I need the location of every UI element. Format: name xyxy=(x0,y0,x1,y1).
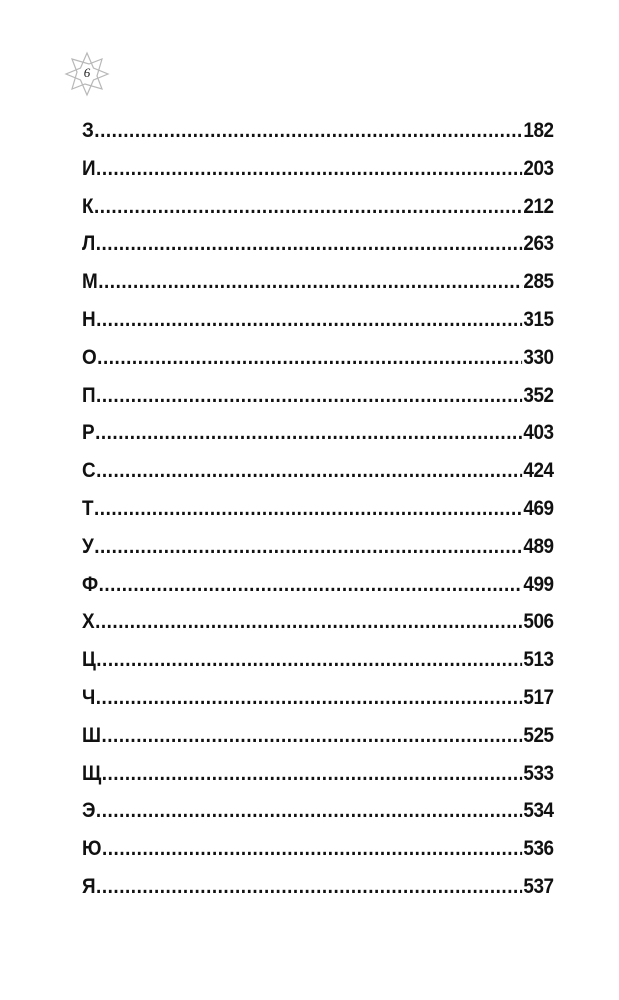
dot-leader xyxy=(95,603,522,641)
dot-leader xyxy=(96,150,522,188)
toc-letter: Э xyxy=(82,799,96,823)
toc-letter: Ф xyxy=(82,572,98,596)
toc-entry xyxy=(82,566,554,604)
toc-letter: К xyxy=(82,194,94,218)
toc-letter: Р xyxy=(82,421,95,445)
toc-entry xyxy=(82,528,554,566)
dot-leader xyxy=(94,528,522,566)
toc-letter: О xyxy=(82,345,97,369)
toc-letter: Я xyxy=(82,874,96,898)
toc-entry xyxy=(82,603,554,641)
toc-entry xyxy=(82,641,554,679)
dot-leader xyxy=(96,868,522,906)
toc-entry xyxy=(82,414,554,452)
toc-entry xyxy=(82,452,554,490)
toc-page-number: 513 xyxy=(523,648,554,672)
dot-leader xyxy=(96,792,523,830)
dot-leader xyxy=(102,755,523,793)
toc-page-number: 469 xyxy=(523,496,554,520)
toc-letter: Т xyxy=(82,496,94,520)
page-number: 6 xyxy=(83,65,91,80)
toc-page-number: 517 xyxy=(523,685,554,709)
dot-leader xyxy=(97,339,522,377)
dot-leader xyxy=(94,112,522,150)
toc-page-number: 506 xyxy=(523,610,554,634)
toc-entry xyxy=(82,112,554,150)
toc-letter: Ш xyxy=(82,723,101,747)
toc-letter: Н xyxy=(82,307,96,331)
toc-page-number: 263 xyxy=(523,232,554,256)
toc-page-number: 533 xyxy=(523,761,554,785)
toc-page-number: 537 xyxy=(523,874,554,898)
toc-letter: П xyxy=(82,383,96,407)
dot-leader xyxy=(94,490,523,528)
toc-page-number: 403 xyxy=(523,421,554,445)
toc-letter: У xyxy=(82,534,94,558)
toc-entry xyxy=(82,490,554,528)
dot-leader xyxy=(96,452,522,490)
toc-letter: Ч xyxy=(82,685,95,709)
toc-letter: С xyxy=(82,459,96,483)
toc-page-number: 489 xyxy=(523,534,554,558)
toc-entry xyxy=(82,150,554,188)
toc-page-number: 352 xyxy=(523,383,554,407)
toc-page-number: 203 xyxy=(523,156,554,180)
dot-leader xyxy=(95,414,522,452)
toc-letter: Ц xyxy=(82,648,96,672)
toc-entry xyxy=(82,830,554,868)
toc-entry xyxy=(82,755,554,793)
toc-entry xyxy=(82,301,554,339)
toc-letter: М xyxy=(82,270,98,294)
table-of-contents xyxy=(82,112,554,906)
toc-page-number: 315 xyxy=(523,307,554,331)
dot-leader xyxy=(102,830,523,868)
toc-page-number: 499 xyxy=(523,572,554,596)
toc-entry xyxy=(82,225,554,263)
dot-leader xyxy=(96,301,522,339)
toc-page-number: 182 xyxy=(523,119,554,142)
toc-letter: З xyxy=(82,119,94,142)
toc-entry xyxy=(82,717,554,755)
toc-page-number: 525 xyxy=(523,723,554,747)
dot-leader xyxy=(98,263,522,301)
toc-page-number: 285 xyxy=(523,270,554,294)
toc-entry xyxy=(82,792,554,830)
toc-entry xyxy=(82,679,554,717)
toc-page-number: 534 xyxy=(523,799,554,823)
toc-page-number: 212 xyxy=(523,194,554,218)
dot-leader xyxy=(96,679,523,717)
dot-leader xyxy=(94,188,523,226)
toc-letter: Ю xyxy=(82,837,102,861)
toc-entry xyxy=(82,868,554,906)
toc-entry xyxy=(82,377,554,415)
dot-leader xyxy=(96,641,522,679)
dot-leader xyxy=(96,225,523,263)
toc-entry xyxy=(82,339,554,377)
toc-entry xyxy=(82,188,554,226)
toc-letter: И xyxy=(82,156,96,180)
toc-entry xyxy=(82,263,554,301)
toc-page-number: 424 xyxy=(523,459,554,483)
toc-letter: Л xyxy=(82,232,95,256)
page-marker xyxy=(63,50,111,98)
toc-letter: Щ xyxy=(82,761,101,785)
dot-leader xyxy=(101,717,522,755)
toc-page-number: 536 xyxy=(523,837,554,861)
dot-leader xyxy=(96,377,522,415)
toc-page-number: 330 xyxy=(523,345,554,369)
dot-leader xyxy=(99,566,523,604)
toc-letter: Х xyxy=(82,610,95,634)
